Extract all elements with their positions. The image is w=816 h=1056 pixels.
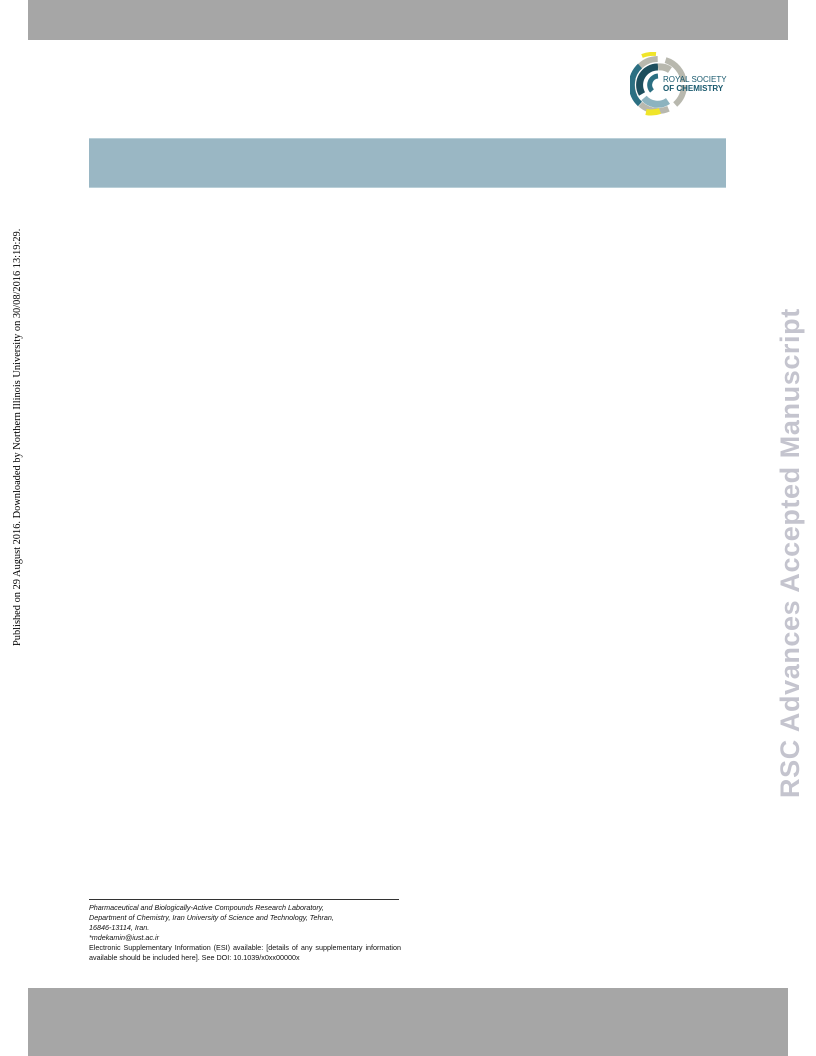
rsc-logo-text [663,75,735,93]
esi-note: Electronic Supplementary Information (ESI) available: [details of any supplementary information available should be included here]. See DOI: 10.1039/x0xx00000x [89,943,401,962]
footnotes [89,903,401,963]
footnote-rule [89,899,399,900]
affiliation-line-2: Department of Chemistry, Iran University of Science and Technology, Tehran, [89,913,334,922]
accepted-manuscript-watermark: RSC Advances Accepted Manuscript [775,308,805,798]
top-bar [28,0,788,40]
rsc-logo [630,52,734,118]
logo-line-1: ROYAL SOCIETY [663,75,727,84]
publication-side-note: Published on 29 August 2016. Downloaded by Northern Illinois University on 30/08/2016 13:19:29. [12,228,23,646]
corresponding-email[interactable]: *mdekamin@iust.ac.ir [89,933,160,942]
bottom-bar [28,988,788,1056]
article-header-band [89,138,726,188]
affiliation-line-3: 16846-13114, Iran. [89,923,150,932]
logo-line-2: OF CHEMISTRY [663,84,724,93]
affiliation-line-1: Pharmaceutical and Biologically-Active Compounds Research Laboratory, [89,903,324,912]
